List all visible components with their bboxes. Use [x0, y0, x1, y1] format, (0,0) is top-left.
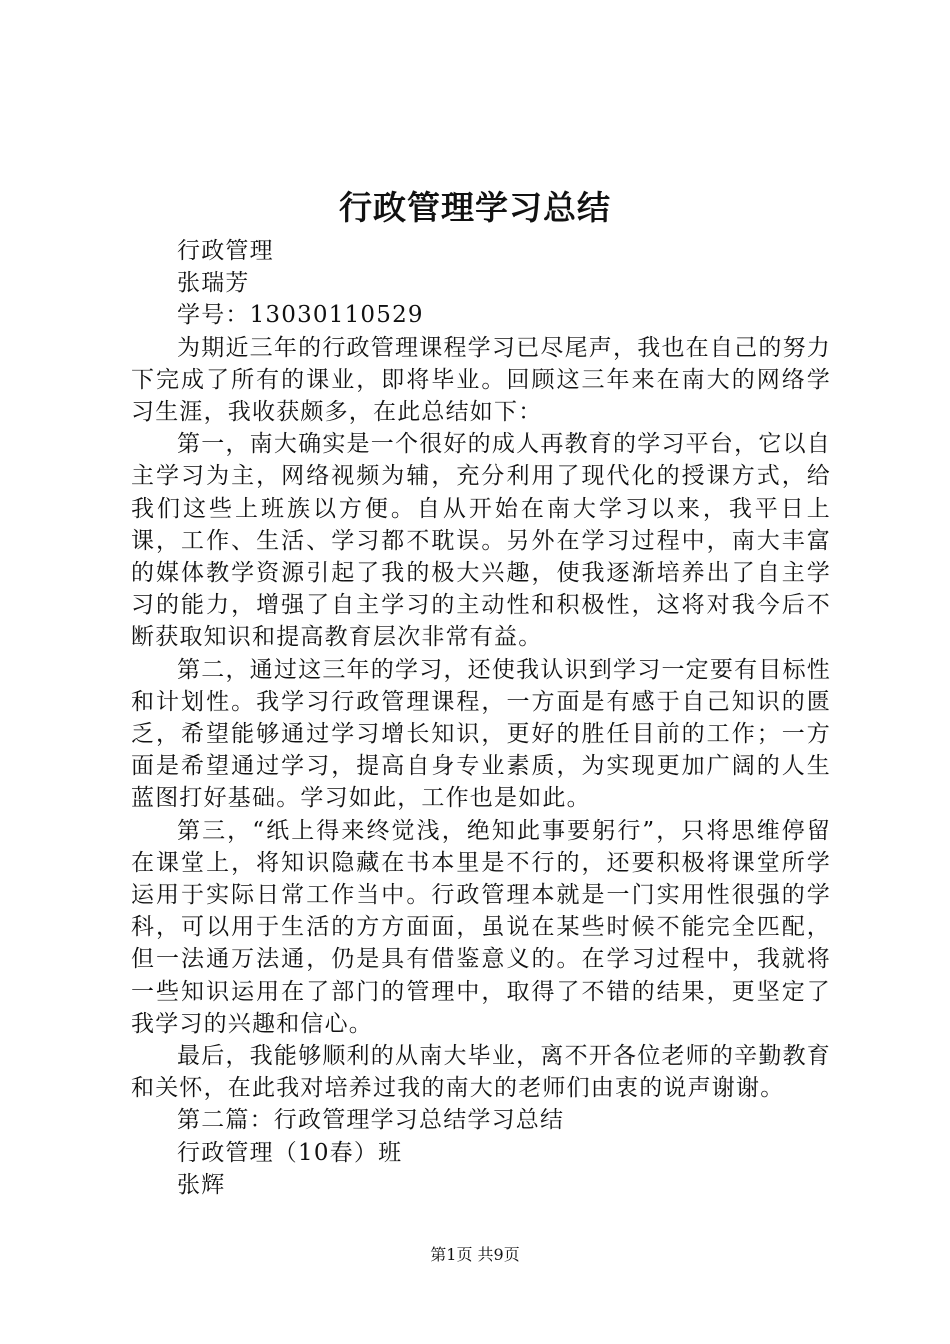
paragraph-intro: 为期近三年的行政管理课程学习已尽尾声，我也在自己的努力下完成了所有的课业，即将毕业。回顾这三年来在南大的网络学习生涯，我收获颇多，在此总结如下： [131, 334, 831, 426]
line-class: 行政管理（10春）班 [177, 1139, 403, 1166]
line-second-article-title: 第二篇：行政管理学习总结学习总结 [177, 1107, 565, 1134]
page-number-footer: 第1页 共9页 [430, 1245, 520, 1264]
line-second-author: 张辉 [177, 1171, 226, 1198]
document-body [131, 235, 831, 1201]
line-author: 张瑞芳 [177, 270, 250, 297]
line-student-id: 学号：13030110529 [177, 302, 424, 329]
paragraph-second: 第二，通过这三年的学习，还使我认识到学习一定要有目标性和计划性。我学习行政管理课程，一方面是有感于自己知识的匮乏，希望能够通过学习增长知识，更好的胜任目前的工作；一方面是希望通过学习，提高自身专业素质，为实现更加广阔的人生蓝图打好基础。学习如此，工作也是如此。 [131, 656, 831, 812]
line-course: 行政管理 [177, 238, 274, 264]
paragraph-first: 第一，南大确实是一个很好的成人再教育的学习平台，它以自主学习为主，网络视频为辅，充分利用了现代化的授课方式，给我们这些上班族以方便。自从开始在南大学习以来，我平日上课，工作、生活、学习都不耽误。另外在学习过程中，南大丰富的媒体教学资源引起了我的极大兴趣，使我逐渐培养出了自主学习的能力，增强了自主学习的主动性和积极性，这将对我今后不断获取知识和提高教育层次非常有益。 [131, 431, 831, 651]
paragraph-final: 最后，我能够顺利的从南大毕业，离不开各位老师的辛勤教育和关怀，在此我对培养过我的南大的老师们由衷的说声谢谢。 [131, 1043, 831, 1102]
paragraph-third: 第三，“纸上得来终觉浅，绝知此事要躬行”，只将思维停留在课堂上，将知识隐藏在书本里是不行的，还要积极将课堂所学运用于实际日常工作当中。行政管理本就是一门实用性很强的学科，可以用于生活的方方面面，虽说在某些时候不能完全匹配，但一法通万法通，仍是具有借鉴意义的。在学习过程中，我就将一些知识运用在了部门的管理中，取得了不错的结果，更坚定了我学习的兴趣和信心。 [131, 817, 831, 1037]
document-title: 行政管理学习总结 [339, 188, 611, 227]
